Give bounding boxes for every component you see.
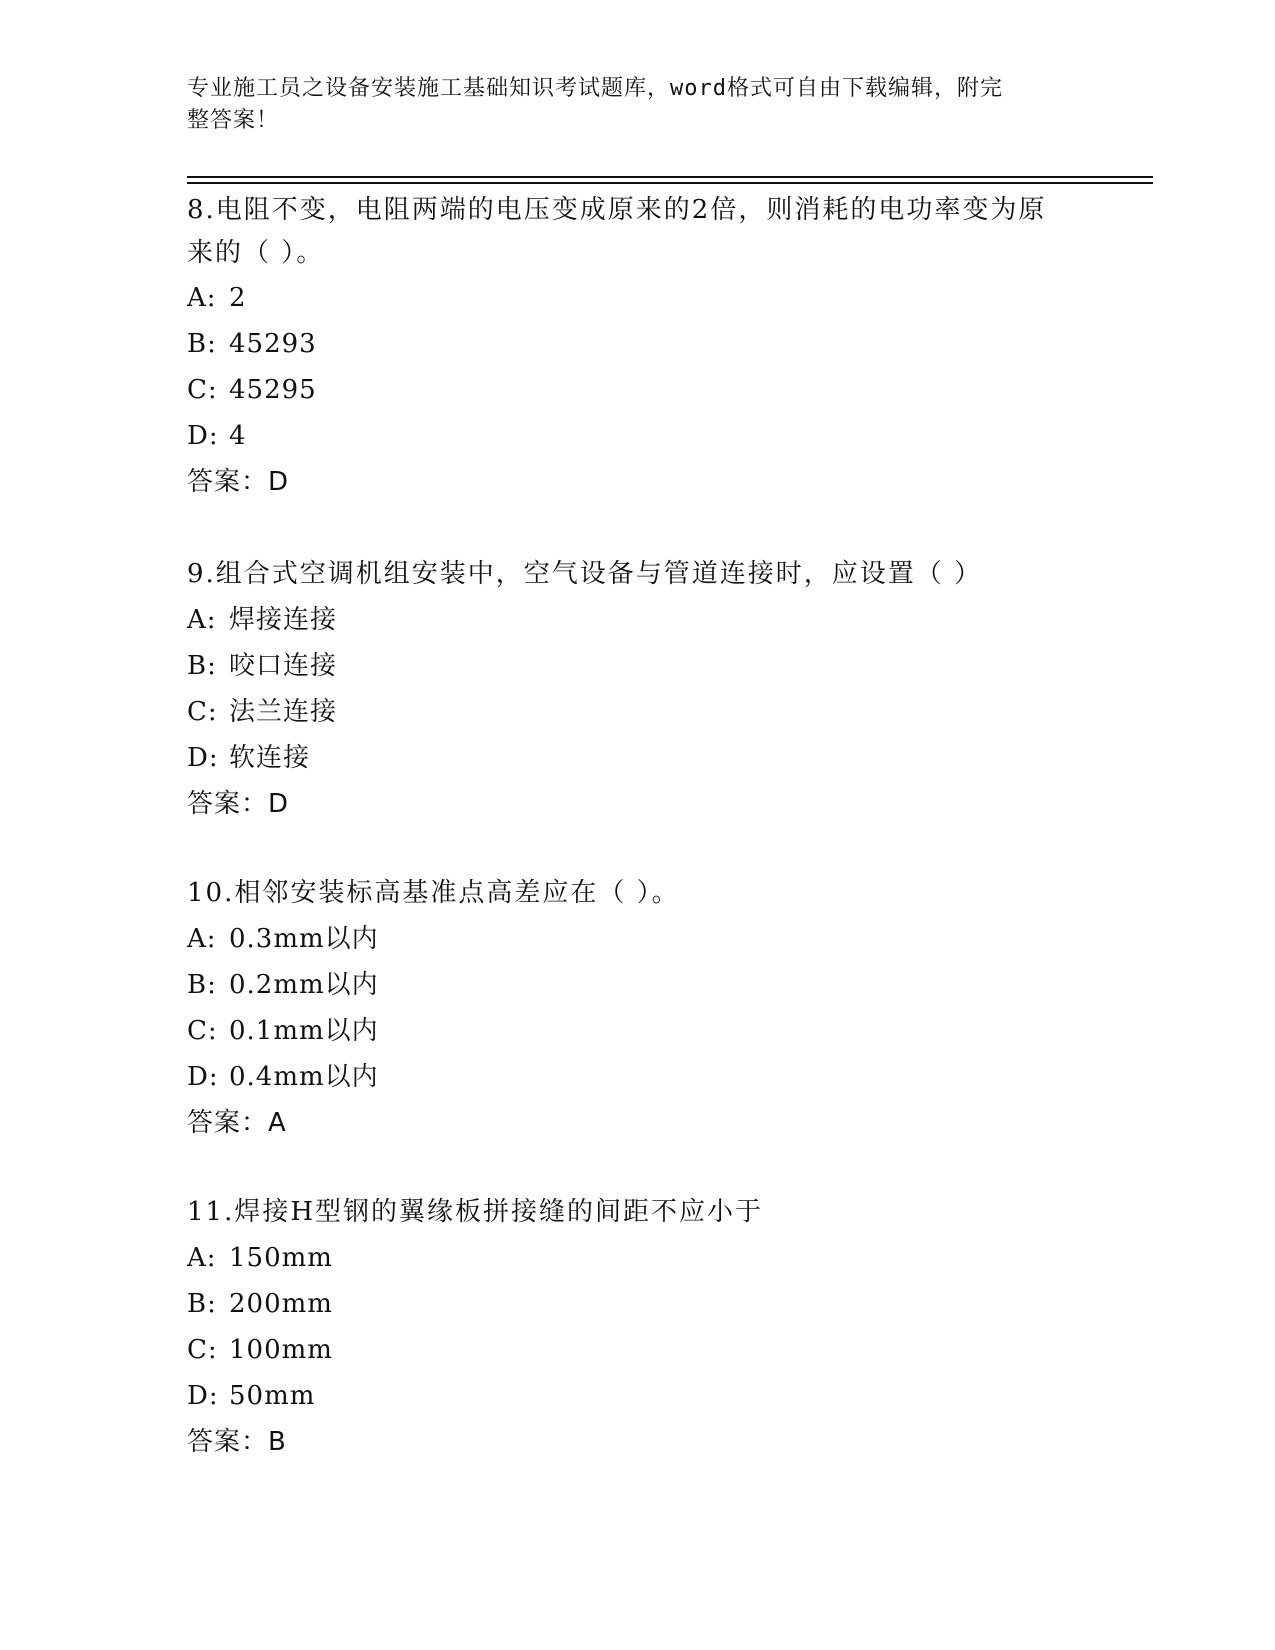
option-a [187, 275, 1067, 321]
option-letter: D: [187, 421, 219, 451]
option-d [187, 1054, 1067, 1100]
question-text: 11.焊接H型钢的翼缘板拼接缝的间距不应小于 [187, 1197, 764, 1227]
option-value: 法兰连接 [229, 697, 338, 727]
option-letter: C: [187, 1335, 218, 1365]
option-d [187, 735, 1067, 781]
option-letter: C: [187, 375, 218, 405]
option-letter: D: [187, 743, 219, 773]
answer-line: 答案：D [187, 789, 290, 819]
option-b [187, 643, 1067, 689]
question-9 [187, 551, 1067, 827]
answer-line: 答案：D [187, 467, 290, 497]
option-value: 200mm [229, 1289, 333, 1319]
option-a [187, 597, 1067, 643]
option-b [187, 962, 1067, 1008]
option-a [187, 1235, 1067, 1281]
option-letter: D: [187, 1062, 219, 1092]
answer-line: 答案：A [187, 1108, 287, 1138]
question-text: 8.电阻不变，电阻两端的电压变成原来的2倍，则消耗的电功率变为原来的（ ）。 [187, 195, 1047, 268]
header-divider-bottom [187, 182, 1153, 184]
option-d [187, 413, 1067, 459]
option-letter: B: [187, 329, 217, 359]
option-b [187, 321, 1067, 367]
question-8 [187, 189, 1067, 505]
option-value: 4 [229, 421, 247, 451]
option-value: 0.1mm以内 [229, 1016, 379, 1046]
option-c [187, 689, 1067, 735]
option-letter: A: [187, 924, 217, 954]
option-letter: B: [187, 970, 217, 1000]
header-divider-top [187, 176, 1153, 178]
option-value: 50mm [229, 1381, 316, 1411]
option-letter: B: [187, 651, 217, 681]
option-value: 0.3mm以内 [229, 924, 379, 954]
question-text: 10.相邻安装标高基准点高差应在（ ）。 [187, 878, 680, 908]
option-letter: D: [187, 1381, 219, 1411]
option-letter: C: [187, 697, 218, 727]
option-value: 软连接 [229, 743, 311, 773]
option-c [187, 1327, 1067, 1373]
option-letter: B: [187, 1289, 217, 1319]
option-letter: A: [187, 1243, 217, 1273]
option-letter: C: [187, 1016, 218, 1046]
option-value: 咬口连接 [229, 651, 338, 681]
option-b [187, 1281, 1067, 1327]
option-value: 焊接连接 [229, 605, 338, 635]
document-header [187, 73, 1087, 137]
option-letter: A: [187, 283, 217, 313]
option-value: 0.4mm以内 [229, 1062, 379, 1092]
header-line-2: 整答案！ [187, 108, 280, 133]
answer-line: 答案：B [187, 1427, 287, 1457]
question-text: 9.组合式空调机组安装中，空气设备与管道连接时，应设置（ ） [187, 559, 983, 589]
option-letter: A: [187, 605, 217, 635]
option-a [187, 916, 1067, 962]
option-value: 45293 [229, 329, 317, 359]
option-c [187, 1008, 1067, 1054]
option-value: 100mm [229, 1335, 333, 1365]
question-10 [187, 870, 1067, 1146]
question-11 [187, 1189, 1067, 1465]
option-c [187, 367, 1067, 413]
header-line-1: 专业施工员之设备安装施工基础知识考试题库，word格式可自由下载编辑，附完 [187, 76, 1003, 101]
option-value: 2 [229, 283, 247, 313]
option-d [187, 1373, 1067, 1419]
option-value: 150mm [229, 1243, 333, 1273]
option-value: 0.2mm以内 [229, 970, 379, 1000]
option-value: 45295 [229, 375, 317, 405]
